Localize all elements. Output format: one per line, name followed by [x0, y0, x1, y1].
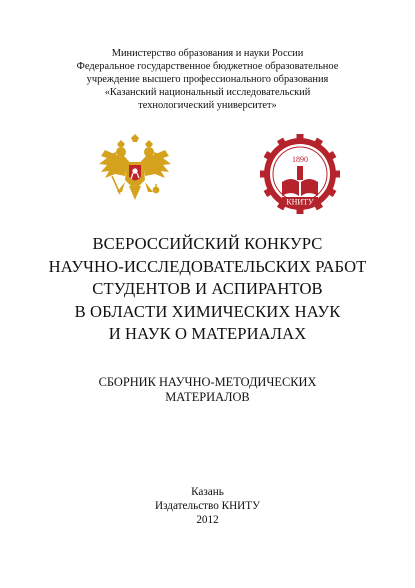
title-line: СТУДЕНТОВ И АСПИРАНТОВ	[92, 279, 323, 299]
title-line: И НАУК О МАТЕРИАЛАХ	[108, 324, 307, 344]
header-line: учреждение высшего профессионального образования	[86, 74, 329, 86]
title-line: ВСЕРОССИЙСКИЙ КОНКУРС	[92, 234, 323, 253]
subtitle-line: МАТЕРИАЛОВ	[165, 389, 250, 404]
logo-year: 1890	[292, 155, 308, 164]
imprint-year: 2012	[196, 514, 219, 527]
imprint	[0, 485, 415, 528]
header-line: технологический университет»	[138, 100, 277, 112]
ministry-header	[0, 47, 415, 112]
title-line: НАУЧНО-ИССЛЕДОВАТЕЛЬСКИХ РАБОТ	[48, 256, 367, 276]
knitu-logo-icon	[260, 134, 340, 214]
document-title	[0, 233, 415, 346]
imprint-city: Казань	[191, 486, 224, 498]
imprint-publisher: Издательство КНИТУ	[154, 500, 261, 513]
document-subtitle	[0, 375, 415, 405]
header-line: Федеральное государственное бюджетное образовательное	[76, 61, 339, 73]
coat-of-arms-icon	[95, 134, 175, 204]
logo-name: КНИТУ	[286, 197, 314, 207]
title-line: В ОБЛАСТИ ХИМИЧЕСКИХ НАУК	[74, 301, 341, 321]
subtitle-line: СБОРНИК НАУЧНО-МЕТОДИЧЕСКИХ	[98, 375, 317, 389]
header-line: «Казанский национальный исследовательский	[104, 87, 311, 99]
header-line: Министерство образования и науки России	[111, 48, 304, 59]
